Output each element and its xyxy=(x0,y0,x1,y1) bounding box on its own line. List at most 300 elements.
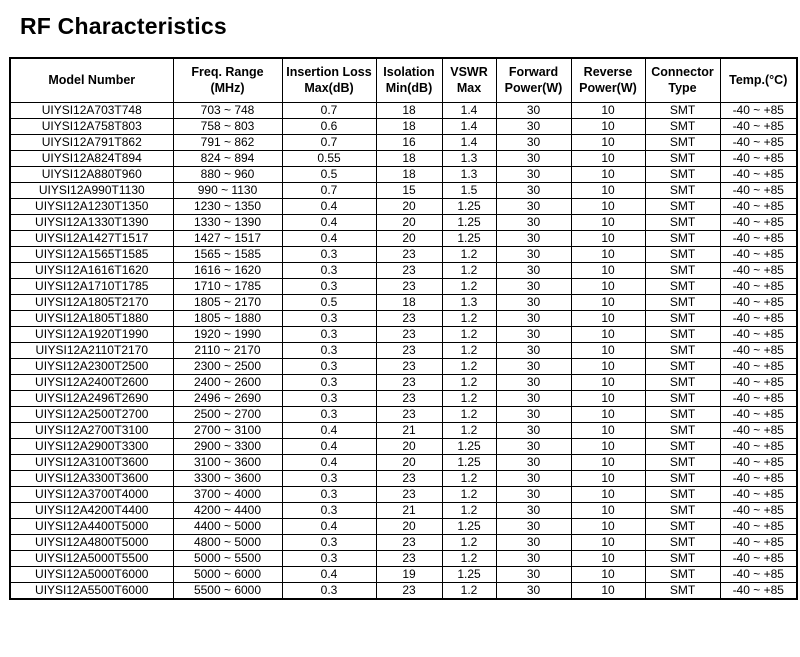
cell-model: UIYSI12A5000T5500 xyxy=(10,550,173,566)
cell-freq: 1710 ~ 1785 xyxy=(173,278,282,294)
cell-isolation: 23 xyxy=(376,342,442,358)
cell-vswr: 1.2 xyxy=(442,342,496,358)
cell-fwd: 30 xyxy=(496,390,571,406)
table-row xyxy=(10,534,797,550)
column-header-temp: Temp.(°C) xyxy=(720,58,797,102)
cell-rev: 10 xyxy=(571,262,645,278)
cell-vswr: 1.2 xyxy=(442,262,496,278)
cell-rev: 10 xyxy=(571,342,645,358)
table-row xyxy=(10,374,797,390)
cell-rev: 10 xyxy=(571,182,645,198)
cell-vswr: 1.5 xyxy=(442,182,496,198)
table-row xyxy=(10,502,797,518)
table-row xyxy=(10,550,797,566)
cell-insertion: 0.4 xyxy=(282,214,376,230)
cell-isolation: 18 xyxy=(376,102,442,118)
cell-insertion: 0.4 xyxy=(282,454,376,470)
cell-rev: 10 xyxy=(571,470,645,486)
cell-model: UIYSI12A3300T3600 xyxy=(10,470,173,486)
cell-conn: SMT xyxy=(645,550,720,566)
cell-model: UIYSI12A4200T4400 xyxy=(10,502,173,518)
cell-insertion: 0.4 xyxy=(282,518,376,534)
cell-conn: SMT xyxy=(645,278,720,294)
cell-insertion: 0.7 xyxy=(282,134,376,150)
cell-isolation: 20 xyxy=(376,230,442,246)
cell-vswr: 1.2 xyxy=(442,358,496,374)
cell-model: UIYSI12A1805T2170 xyxy=(10,294,173,310)
cell-conn: SMT xyxy=(645,310,720,326)
cell-temp: -40 ~ +85 xyxy=(720,358,797,374)
cell-isolation: 23 xyxy=(376,582,442,599)
table-row xyxy=(10,566,797,582)
cell-conn: SMT xyxy=(645,534,720,550)
cell-vswr: 1.25 xyxy=(442,566,496,582)
cell-insertion: 0.3 xyxy=(282,406,376,422)
cell-rev: 10 xyxy=(571,230,645,246)
cell-isolation: 20 xyxy=(376,438,442,454)
cell-freq: 2110 ~ 2170 xyxy=(173,342,282,358)
cell-model: UIYSI12A1330T1390 xyxy=(10,214,173,230)
cell-insertion: 0.3 xyxy=(282,550,376,566)
cell-vswr: 1.25 xyxy=(442,454,496,470)
cell-temp: -40 ~ +85 xyxy=(720,262,797,278)
cell-freq: 2900 ~ 3300 xyxy=(173,438,282,454)
cell-conn: SMT xyxy=(645,198,720,214)
column-header-isolation: Isolation Min(dB) xyxy=(376,58,442,102)
cell-fwd: 30 xyxy=(496,454,571,470)
cell-conn: SMT xyxy=(645,582,720,599)
cell-insertion: 0.4 xyxy=(282,198,376,214)
cell-freq: 1616 ~ 1620 xyxy=(173,262,282,278)
cell-conn: SMT xyxy=(645,454,720,470)
table-row xyxy=(10,214,797,230)
cell-vswr: 1.2 xyxy=(442,502,496,518)
table-row xyxy=(10,358,797,374)
cell-isolation: 20 xyxy=(376,454,442,470)
cell-insertion: 0.5 xyxy=(282,294,376,310)
column-header-rev: Reverse Power(W) xyxy=(571,58,645,102)
cell-vswr: 1.2 xyxy=(442,550,496,566)
table-row xyxy=(10,582,797,599)
cell-isolation: 23 xyxy=(376,262,442,278)
cell-vswr: 1.2 xyxy=(442,582,496,599)
cell-rev: 10 xyxy=(571,582,645,599)
column-header-vswr: VSWR Max xyxy=(442,58,496,102)
cell-insertion: 0.7 xyxy=(282,102,376,118)
cell-freq: 3700 ~ 4000 xyxy=(173,486,282,502)
cell-freq: 1330 ~ 1390 xyxy=(173,214,282,230)
cell-conn: SMT xyxy=(645,326,720,342)
cell-vswr: 1.2 xyxy=(442,326,496,342)
cell-fwd: 30 xyxy=(496,182,571,198)
cell-conn: SMT xyxy=(645,390,720,406)
table-row xyxy=(10,518,797,534)
cell-fwd: 30 xyxy=(496,310,571,326)
cell-vswr: 1.2 xyxy=(442,406,496,422)
cell-rev: 10 xyxy=(571,102,645,118)
cell-model: UIYSI12A1616T1620 xyxy=(10,262,173,278)
cell-isolation: 20 xyxy=(376,518,442,534)
cell-rev: 10 xyxy=(571,278,645,294)
cell-model: UIYSI12A703T748 xyxy=(10,102,173,118)
cell-insertion: 0.3 xyxy=(282,470,376,486)
cell-fwd: 30 xyxy=(496,278,571,294)
cell-isolation: 16 xyxy=(376,134,442,150)
cell-freq: 791 ~ 862 xyxy=(173,134,282,150)
cell-rev: 10 xyxy=(571,438,645,454)
table-row xyxy=(10,406,797,422)
cell-insertion: 0.3 xyxy=(282,374,376,390)
cell-model: UIYSI12A2496T2690 xyxy=(10,390,173,406)
cell-temp: -40 ~ +85 xyxy=(720,454,797,470)
cell-isolation: 23 xyxy=(376,310,442,326)
cell-temp: -40 ~ +85 xyxy=(720,294,797,310)
cell-temp: -40 ~ +85 xyxy=(720,310,797,326)
cell-conn: SMT xyxy=(645,134,720,150)
cell-insertion: 0.3 xyxy=(282,502,376,518)
cell-vswr: 1.25 xyxy=(442,214,496,230)
cell-rev: 10 xyxy=(571,374,645,390)
cell-isolation: 18 xyxy=(376,166,442,182)
rf-characteristics-table xyxy=(9,57,798,600)
cell-insertion: 0.4 xyxy=(282,566,376,582)
cell-temp: -40 ~ +85 xyxy=(720,518,797,534)
cell-isolation: 23 xyxy=(376,486,442,502)
cell-conn: SMT xyxy=(645,358,720,374)
cell-isolation: 23 xyxy=(376,390,442,406)
cell-conn: SMT xyxy=(645,214,720,230)
cell-temp: -40 ~ +85 xyxy=(720,486,797,502)
cell-vswr: 1.2 xyxy=(442,470,496,486)
cell-model: UIYSI12A1805T1880 xyxy=(10,310,173,326)
cell-rev: 10 xyxy=(571,406,645,422)
cell-insertion: 0.3 xyxy=(282,342,376,358)
cell-model: UIYSI12A5500T6000 xyxy=(10,582,173,599)
cell-fwd: 30 xyxy=(496,294,571,310)
cell-temp: -40 ~ +85 xyxy=(720,470,797,486)
cell-rev: 10 xyxy=(571,390,645,406)
cell-fwd: 30 xyxy=(496,342,571,358)
cell-insertion: 0.3 xyxy=(282,486,376,502)
cell-vswr: 1.2 xyxy=(442,278,496,294)
cell-model: UIYSI12A5000T6000 xyxy=(10,566,173,582)
column-header-freq: Freq. Range (MHz) xyxy=(173,58,282,102)
cell-vswr: 1.3 xyxy=(442,166,496,182)
cell-rev: 10 xyxy=(571,326,645,342)
table-row xyxy=(10,294,797,310)
cell-conn: SMT xyxy=(645,422,720,438)
cell-conn: SMT xyxy=(645,118,720,134)
cell-conn: SMT xyxy=(645,102,720,118)
cell-temp: -40 ~ +85 xyxy=(720,438,797,454)
cell-insertion: 0.55 xyxy=(282,150,376,166)
cell-rev: 10 xyxy=(571,310,645,326)
cell-conn: SMT xyxy=(645,406,720,422)
cell-insertion: 0.3 xyxy=(282,326,376,342)
cell-freq: 3100 ~ 3600 xyxy=(173,454,282,470)
cell-fwd: 30 xyxy=(496,118,571,134)
cell-isolation: 20 xyxy=(376,214,442,230)
table-row xyxy=(10,102,797,118)
cell-insertion: 0.4 xyxy=(282,422,376,438)
cell-vswr: 1.2 xyxy=(442,310,496,326)
cell-temp: -40 ~ +85 xyxy=(720,102,797,118)
cell-temp: -40 ~ +85 xyxy=(720,214,797,230)
cell-fwd: 30 xyxy=(496,534,571,550)
cell-insertion: 0.3 xyxy=(282,390,376,406)
cell-model: UIYSI12A824T894 xyxy=(10,150,173,166)
cell-model: UIYSI12A880T960 xyxy=(10,166,173,182)
cell-conn: SMT xyxy=(645,294,720,310)
cell-fwd: 30 xyxy=(496,470,571,486)
cell-fwd: 30 xyxy=(496,486,571,502)
table-row xyxy=(10,198,797,214)
cell-fwd: 30 xyxy=(496,566,571,582)
table-row xyxy=(10,326,797,342)
cell-freq: 703 ~ 748 xyxy=(173,102,282,118)
cell-temp: -40 ~ +85 xyxy=(720,150,797,166)
cell-insertion: 0.3 xyxy=(282,534,376,550)
cell-conn: SMT xyxy=(645,246,720,262)
cell-temp: -40 ~ +85 xyxy=(720,182,797,198)
cell-freq: 2400 ~ 2600 xyxy=(173,374,282,390)
cell-insertion: 0.3 xyxy=(282,246,376,262)
cell-temp: -40 ~ +85 xyxy=(720,502,797,518)
cell-isolation: 23 xyxy=(376,470,442,486)
cell-model: UIYSI12A4800T5000 xyxy=(10,534,173,550)
cell-fwd: 30 xyxy=(496,502,571,518)
cell-vswr: 1.3 xyxy=(442,294,496,310)
cell-rev: 10 xyxy=(571,486,645,502)
cell-freq: 1427 ~ 1517 xyxy=(173,230,282,246)
cell-vswr: 1.25 xyxy=(442,230,496,246)
cell-temp: -40 ~ +85 xyxy=(720,198,797,214)
cell-rev: 10 xyxy=(571,134,645,150)
cell-fwd: 30 xyxy=(496,246,571,262)
cell-fwd: 30 xyxy=(496,550,571,566)
cell-rev: 10 xyxy=(571,502,645,518)
cell-rev: 10 xyxy=(571,294,645,310)
cell-fwd: 30 xyxy=(496,262,571,278)
cell-vswr: 1.4 xyxy=(442,134,496,150)
cell-conn: SMT xyxy=(645,566,720,582)
cell-insertion: 0.3 xyxy=(282,310,376,326)
cell-freq: 1230 ~ 1350 xyxy=(173,198,282,214)
cell-fwd: 30 xyxy=(496,134,571,150)
cell-isolation: 18 xyxy=(376,150,442,166)
cell-vswr: 1.2 xyxy=(442,374,496,390)
cell-temp: -40 ~ +85 xyxy=(720,374,797,390)
cell-fwd: 30 xyxy=(496,406,571,422)
cell-isolation: 23 xyxy=(376,550,442,566)
cell-temp: -40 ~ +85 xyxy=(720,326,797,342)
cell-temp: -40 ~ +85 xyxy=(720,566,797,582)
cell-fwd: 30 xyxy=(496,150,571,166)
cell-rev: 10 xyxy=(571,422,645,438)
cell-temp: -40 ~ +85 xyxy=(720,422,797,438)
page-title: RF Characteristics xyxy=(20,13,227,39)
cell-model: UIYSI12A2700T3100 xyxy=(10,422,173,438)
cell-fwd: 30 xyxy=(496,358,571,374)
cell-temp: -40 ~ +85 xyxy=(720,118,797,134)
cell-temp: -40 ~ +85 xyxy=(720,278,797,294)
cell-insertion: 0.3 xyxy=(282,262,376,278)
cell-conn: SMT xyxy=(645,262,720,278)
cell-conn: SMT xyxy=(645,470,720,486)
table-row xyxy=(10,118,797,134)
cell-fwd: 30 xyxy=(496,582,571,599)
cell-insertion: 0.4 xyxy=(282,438,376,454)
cell-model: UIYSI12A1565T1585 xyxy=(10,246,173,262)
table-row xyxy=(10,150,797,166)
cell-conn: SMT xyxy=(645,502,720,518)
cell-model: UIYSI12A2500T2700 xyxy=(10,406,173,422)
table-row xyxy=(10,278,797,294)
cell-fwd: 30 xyxy=(496,198,571,214)
table-row xyxy=(10,310,797,326)
cell-vswr: 1.3 xyxy=(442,150,496,166)
cell-freq: 4400 ~ 5000 xyxy=(173,518,282,534)
cell-vswr: 1.2 xyxy=(442,422,496,438)
cell-model: UIYSI12A1920T1990 xyxy=(10,326,173,342)
cell-model: UIYSI12A990T1130 xyxy=(10,182,173,198)
table-row xyxy=(10,166,797,182)
cell-freq: 4800 ~ 5000 xyxy=(173,534,282,550)
cell-insertion: 0.3 xyxy=(282,358,376,374)
cell-temp: -40 ~ +85 xyxy=(720,534,797,550)
cell-freq: 1805 ~ 2170 xyxy=(173,294,282,310)
cell-isolation: 18 xyxy=(376,294,442,310)
table-row xyxy=(10,230,797,246)
cell-model: UIYSI12A4400T5000 xyxy=(10,518,173,534)
cell-model: UIYSI12A791T862 xyxy=(10,134,173,150)
cell-temp: -40 ~ +85 xyxy=(720,230,797,246)
cell-model: UIYSI12A3700T4000 xyxy=(10,486,173,502)
cell-freq: 5000 ~ 6000 xyxy=(173,566,282,582)
cell-temp: -40 ~ +85 xyxy=(720,582,797,599)
column-header-model: Model Number xyxy=(10,58,173,102)
cell-isolation: 21 xyxy=(376,422,442,438)
cell-conn: SMT xyxy=(645,166,720,182)
cell-rev: 10 xyxy=(571,454,645,470)
table-row xyxy=(10,182,797,198)
cell-temp: -40 ~ +85 xyxy=(720,406,797,422)
cell-conn: SMT xyxy=(645,374,720,390)
cell-conn: SMT xyxy=(645,230,720,246)
cell-freq: 990 ~ 1130 xyxy=(173,182,282,198)
cell-vswr: 1.4 xyxy=(442,102,496,118)
cell-freq: 2496 ~ 2690 xyxy=(173,390,282,406)
cell-freq: 3300 ~ 3600 xyxy=(173,470,282,486)
cell-freq: 4200 ~ 4400 xyxy=(173,502,282,518)
cell-isolation: 23 xyxy=(376,246,442,262)
cell-model: UIYSI12A2300T2500 xyxy=(10,358,173,374)
cell-vswr: 1.2 xyxy=(442,486,496,502)
cell-isolation: 23 xyxy=(376,534,442,550)
cell-model: UIYSI12A1427T1517 xyxy=(10,230,173,246)
cell-fwd: 30 xyxy=(496,438,571,454)
column-header-insertion: Insertion Loss Max(dB) xyxy=(282,58,376,102)
table-row xyxy=(10,422,797,438)
cell-rev: 10 xyxy=(571,150,645,166)
cell-vswr: 1.25 xyxy=(442,438,496,454)
cell-isolation: 15 xyxy=(376,182,442,198)
cell-isolation: 23 xyxy=(376,406,442,422)
table-row xyxy=(10,134,797,150)
cell-freq: 2700 ~ 3100 xyxy=(173,422,282,438)
cell-insertion: 0.7 xyxy=(282,182,376,198)
cell-model: UIYSI12A1710T1785 xyxy=(10,278,173,294)
cell-rev: 10 xyxy=(571,566,645,582)
cell-rev: 10 xyxy=(571,534,645,550)
cell-rev: 10 xyxy=(571,550,645,566)
cell-model: UIYSI12A2900T3300 xyxy=(10,438,173,454)
cell-fwd: 30 xyxy=(496,518,571,534)
table-row xyxy=(10,342,797,358)
cell-conn: SMT xyxy=(645,182,720,198)
cell-conn: SMT xyxy=(645,150,720,166)
cell-freq: 1805 ~ 1880 xyxy=(173,310,282,326)
header-row xyxy=(10,58,797,102)
cell-model: UIYSI12A2400T2600 xyxy=(10,374,173,390)
column-header-fwd: Forward Power(W) xyxy=(496,58,571,102)
cell-model: UIYSI12A2110T2170 xyxy=(10,342,173,358)
table-row xyxy=(10,438,797,454)
cell-conn: SMT xyxy=(645,486,720,502)
cell-freq: 2300 ~ 2500 xyxy=(173,358,282,374)
cell-vswr: 1.4 xyxy=(442,118,496,134)
table-row xyxy=(10,470,797,486)
cell-freq: 824 ~ 894 xyxy=(173,150,282,166)
cell-freq: 5500 ~ 6000 xyxy=(173,582,282,599)
cell-isolation: 23 xyxy=(376,358,442,374)
cell-insertion: 0.6 xyxy=(282,118,376,134)
cell-temp: -40 ~ +85 xyxy=(720,134,797,150)
cell-vswr: 1.2 xyxy=(442,246,496,262)
cell-fwd: 30 xyxy=(496,230,571,246)
cell-isolation: 18 xyxy=(376,118,442,134)
cell-rev: 10 xyxy=(571,518,645,534)
cell-rev: 10 xyxy=(571,198,645,214)
cell-fwd: 30 xyxy=(496,102,571,118)
cell-insertion: 0.4 xyxy=(282,230,376,246)
cell-rev: 10 xyxy=(571,214,645,230)
table-body xyxy=(10,102,797,599)
cell-fwd: 30 xyxy=(496,214,571,230)
cell-temp: -40 ~ +85 xyxy=(720,166,797,182)
cell-temp: -40 ~ +85 xyxy=(720,246,797,262)
cell-isolation: 23 xyxy=(376,326,442,342)
cell-conn: SMT xyxy=(645,438,720,454)
cell-vswr: 1.2 xyxy=(442,390,496,406)
cell-isolation: 21 xyxy=(376,502,442,518)
cell-isolation: 23 xyxy=(376,374,442,390)
cell-insertion: 0.3 xyxy=(282,582,376,599)
cell-isolation: 23 xyxy=(376,278,442,294)
cell-freq: 758 ~ 803 xyxy=(173,118,282,134)
cell-freq: 2500 ~ 2700 xyxy=(173,406,282,422)
cell-freq: 5000 ~ 5500 xyxy=(173,550,282,566)
cell-conn: SMT xyxy=(645,342,720,358)
table-row xyxy=(10,454,797,470)
cell-vswr: 1.25 xyxy=(442,198,496,214)
cell-vswr: 1.2 xyxy=(442,534,496,550)
table-row xyxy=(10,262,797,278)
cell-insertion: 0.5 xyxy=(282,166,376,182)
cell-insertion: 0.3 xyxy=(282,278,376,294)
cell-isolation: 20 xyxy=(376,198,442,214)
cell-model: UIYSI12A758T803 xyxy=(10,118,173,134)
